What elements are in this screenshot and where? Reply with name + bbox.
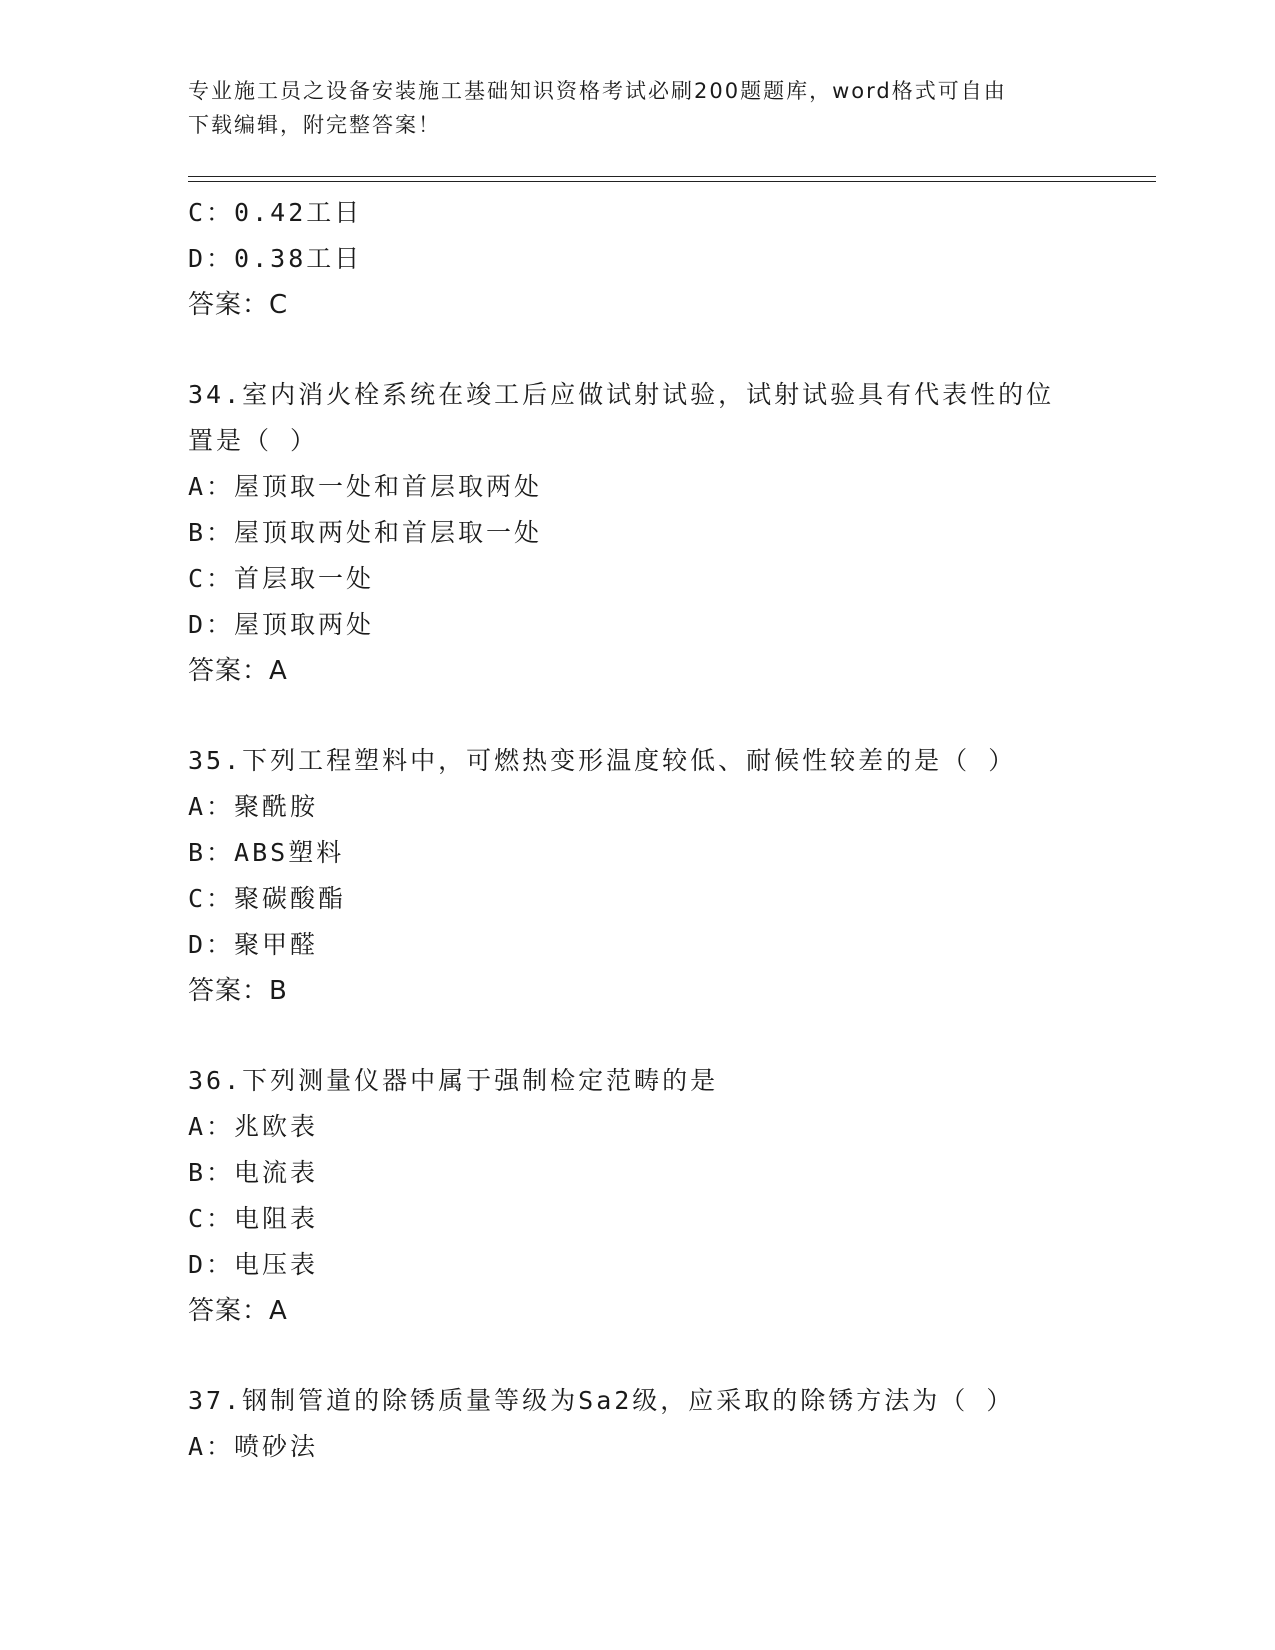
question-stem: 37.钢制管道的除锈质量等级为Sa2级，应采取的除锈方法为（ ） <box>188 1386 1015 1415</box>
option-b: B：屋顶取两处和首层取一处 <box>188 518 543 547</box>
question-list <box>188 190 1088 1470</box>
option-d: D：电压表 <box>188 1250 319 1279</box>
question-stem: 35.下列工程塑料中，可燃热变形温度较低、耐候性较差的是（ ） <box>188 746 1017 775</box>
spacer <box>188 694 1088 738</box>
question-stem-continued: 置是（ ） <box>188 426 319 455</box>
document-header <box>188 74 1068 142</box>
question-block-36 <box>188 1058 1088 1334</box>
question-block-33 <box>188 190 1088 328</box>
header-divider <box>188 176 1156 182</box>
answer-line: 答案：A <box>188 1296 288 1326</box>
question-stem: 34.室内消火栓系统在竣工后应做试射试验，试射试验具有代表性的位 <box>188 380 1055 409</box>
spacer <box>188 328 1088 372</box>
question-block-34 <box>188 372 1088 694</box>
answer-line: 答案：A <box>188 656 288 686</box>
question-stem: 36.下列测量仪器中属于强制检定范畴的是 <box>188 1066 719 1095</box>
answer-line: 答案：C <box>188 290 289 320</box>
option-c: C：电阻表 <box>188 1204 319 1233</box>
option-c: C：聚碳酸酯 <box>188 884 347 913</box>
answer-line: 答案：B <box>188 976 288 1006</box>
option-b: B：ABS塑料 <box>188 838 345 867</box>
option-a: A：喷砂法 <box>188 1432 319 1461</box>
header-line-1: 专业施工员之设备安装施工基础知识资格考试必刷200题题库，word格式可自由 <box>188 79 1007 103</box>
question-block-35 <box>188 738 1088 1014</box>
option-c: C：0.42工日 <box>188 198 363 227</box>
option-c: C：首层取一处 <box>188 564 375 593</box>
spacer <box>188 1334 1088 1378</box>
option-d: D：0.38工日 <box>188 244 363 273</box>
question-block-37 <box>188 1378 1088 1470</box>
option-d: D：屋顶取两处 <box>188 610 375 639</box>
header-line-2: 下载编辑，附完整答案！ <box>188 113 441 137</box>
option-d: D：聚甲醛 <box>188 930 319 959</box>
spacer <box>188 1014 1088 1058</box>
option-a: A：屋顶取一处和首层取两处 <box>188 472 543 501</box>
option-a: A：兆欧表 <box>188 1112 319 1141</box>
option-b: B：电流表 <box>188 1158 319 1187</box>
option-a: A：聚酰胺 <box>188 792 319 821</box>
